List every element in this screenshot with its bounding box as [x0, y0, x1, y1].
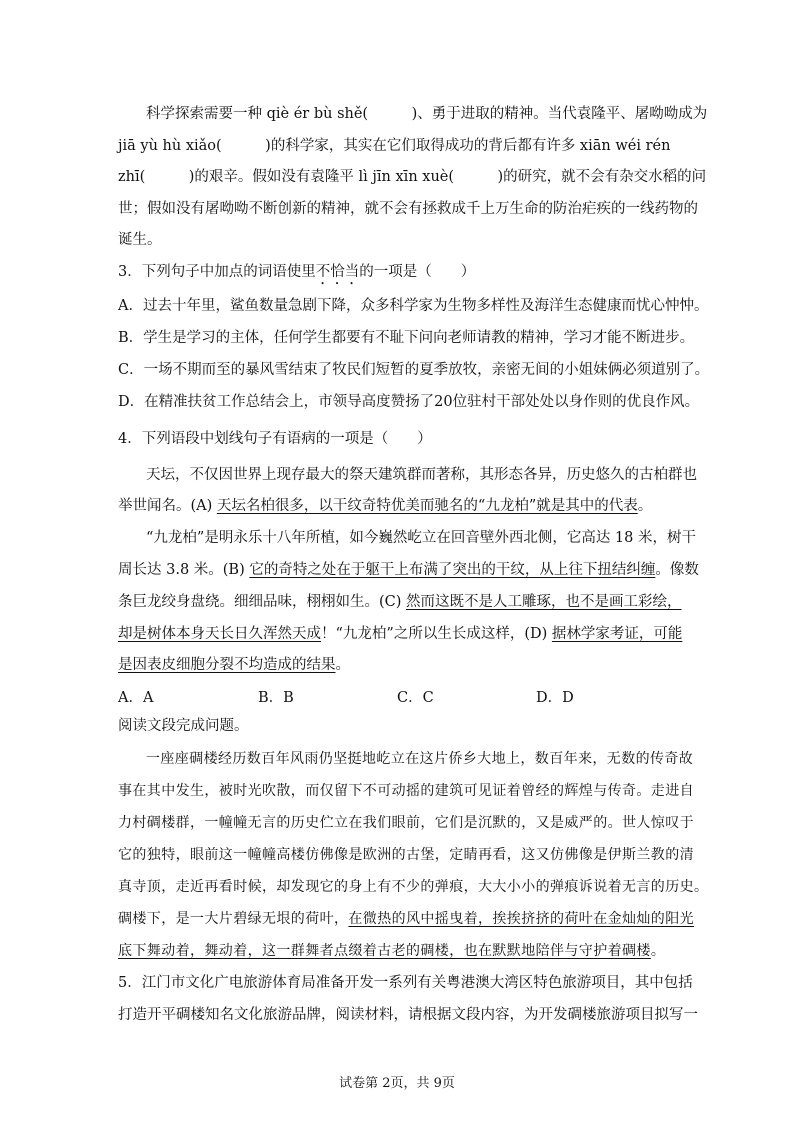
- passage1-line: 诞生。: [118, 232, 162, 248]
- label-b: 周长达 3.8 米。(B): [118, 562, 250, 578]
- q4-option-d: D．D: [536, 690, 574, 706]
- text: 。像数: [655, 562, 699, 578]
- q4-passage-line: “九龙柏”是明永乐十八年所植，如今巍然屹立在回音壁外西北侧，它高达 18 米，树干: [146, 530, 696, 546]
- q4-passage-line: 天坛，不仅因世界上现存最大的祭天建筑群而著称，其形态各异，历史悠久的古柏群也: [146, 467, 697, 483]
- punct: 。: [637, 498, 653, 514]
- label-c: 条巨龙绞身盘绕。细细品味，栩栩如生。(C): [118, 594, 407, 610]
- passage1-line: zhī( )的艰辛。假如没有袁隆平 lì jīn xīn xuè( )的研究，就不会有杂交水稻的问: [118, 169, 707, 185]
- q3-stem-text: 3．下列句子中加点的词语使里: [118, 264, 316, 280]
- q3-stem: [118, 262, 678, 288]
- q4-passage-line: [118, 560, 699, 580]
- q4-option-c: C．C: [397, 690, 434, 706]
- q4-passage-line: [118, 592, 682, 612]
- underlined-sentence-a: 天坛名柏很多，以干纹奇特优美而驰名的“九龙柏”就是其中的代表: [216, 498, 638, 514]
- q3-option-d: D．在精准扶贫工作总结会上，市领导高度赞扬了20位驻村干部处处以身作则的优良作风。: [118, 394, 700, 410]
- reading-intro: 阅读文段完成问题。: [118, 718, 249, 734]
- q3-option-a: A．过去十年里，鲨鱼数量急剧下降，众多科学家为生物多样性及海洋生态健康而忧心忡忡。: [118, 298, 709, 314]
- q4-passage-line: [118, 624, 683, 644]
- passage2-line: 一座座碉楼经历数百年风雨仍坚挺地屹立在这片侨乡大地上，数百年来，无数的传奇故: [146, 751, 694, 767]
- underlined-sentence-c: 然而这既不是人工雕琢，也不是画工彩绘，: [406, 594, 682, 610]
- passage2-line: 事在其中发生，被时光吹散，而仅留下不可动摇的建筑可见证着曾经的辉煌与传奇。走进自: [118, 783, 694, 799]
- q4-stem: 4．下列语段中划线句子有语病的一项是（ ）: [118, 431, 432, 447]
- label-a: 举世闻名。(A): [118, 498, 217, 514]
- passage2-line: 它的独特，眼前这一幢幢高楼仿佛像是欧洲的古堡，定睛再看，这又仿佛像是伊斯兰教的清: [118, 847, 694, 863]
- punct: 。: [335, 657, 350, 673]
- q4-option-b: B．B: [258, 690, 294, 706]
- q5-line: 5．江门市文化广电旅游体育局准备开发一系列有关粤港澳大湾区特色旅游项目，其中包括: [118, 975, 693, 991]
- underlined-sentence-d: 据林学家考证，可能: [551, 626, 683, 642]
- underlined-sentence-c-cont: 却是树体本身天长日久浑然天成: [118, 626, 321, 642]
- passage1-line: 世；假如没有屠呦呦不断创新的精神，就不会有拯救成千上万生命的防治疟疾的一线药物的: [118, 201, 698, 217]
- q4-passage-line: [118, 496, 678, 516]
- passage2-line: 真寺顶，走近再看时候，却发现它的身上有不少的弹痕，大大小小的弹痕诉说着无言的历史。: [118, 879, 709, 895]
- q3-stem-tail: 的一项是（ ）: [359, 264, 476, 280]
- q4-option-a: A．A: [118, 690, 154, 706]
- q4-options: [118, 686, 678, 706]
- passage2-line: [118, 941, 678, 961]
- label-d: ！“九龙柏”之所以生长成这样，(D): [321, 626, 552, 642]
- text: 碉楼下，是一大片碧绿无垠的荷叶，: [118, 911, 349, 927]
- punct: 。: [650, 943, 666, 959]
- passage2-line: 力村碉楼群，一幢幢无言的历史伫立在我们眼前，它们是沉默的，又是威严的。世人惊叹于: [118, 815, 694, 831]
- underlined-sentence-d-cont: 是因表皮细胞分裂不均造成的结果: [118, 657, 336, 673]
- q3-stem-emphasis: 不恰当: [315, 264, 360, 280]
- underlined-sentence-cont: 底下舞动着，舞动着，这一群舞者点缀着古老的碉楼，也在默默地陪伴与守护着碉楼: [118, 943, 651, 959]
- page-footer: 试卷第 2页，共 9页: [339, 1076, 455, 1091]
- q3-option-c: C．一场不期而至的暴风雪结束了牧民们短暂的夏季放牧，亲密无间的小姐妹俩必须道别了。: [118, 362, 710, 378]
- passage1-line: 科学探索需要一种 qiè ér bù shě( )、勇于进取的精神。当代袁隆平、屠呦呦成为: [146, 106, 708, 122]
- passage2-line: [118, 909, 695, 929]
- q4-passage-line: [118, 655, 678, 675]
- passage1-line: jiā yù hù xiǎo( )的科学家，其实在它们取得成功的背后都有许多 xiān wéi rén: [118, 138, 671, 154]
- q5-line: 打造开平碉楼知名文化旅游品牌，阅读材料，请根据文段内容，为开发碉楼旅游项目拟写一: [118, 1007, 698, 1023]
- underlined-sentence-b: 它的奇特之处在于躯干上布满了突出的干纹，从上往下扭结纠缠: [249, 562, 656, 578]
- underlined-sentence: 在微热的风中摇曳着，挨挨挤挤的荷叶在金灿灿的阳光: [348, 911, 695, 927]
- q3-option-b: B．学生是学习的主体，任何学生都要有不耻下问向老师请教的精神，学习才能不断进步。: [118, 330, 695, 346]
